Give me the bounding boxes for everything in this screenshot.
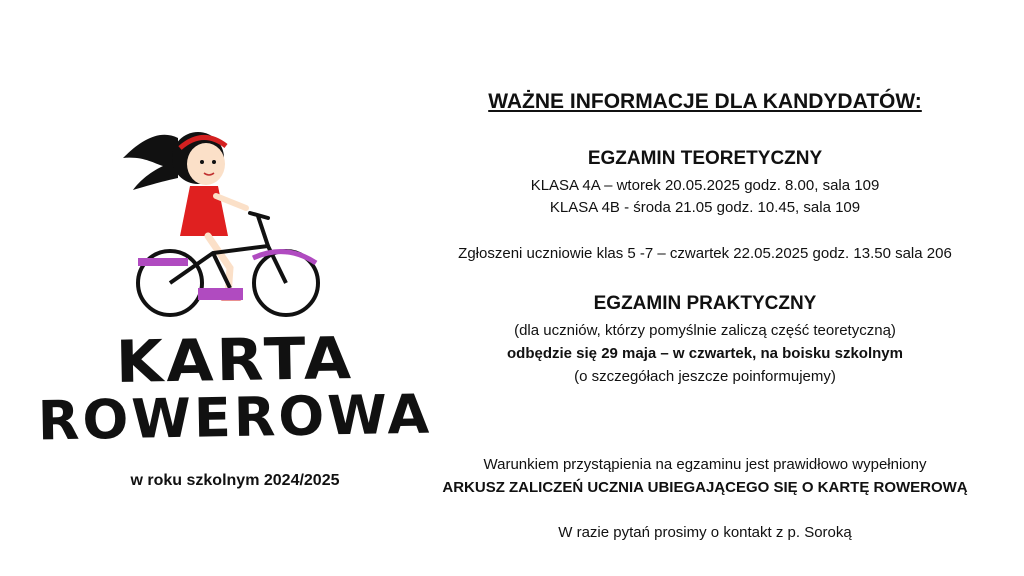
logo-text-line2: ROWEROWA — [37, 382, 433, 453]
contact-info: W razie pytań prosimy o kontakt z p. Soroką — [558, 524, 852, 541]
theory-exam-title: EGZAMIN TEORETYCZNY — [587, 148, 823, 169]
practice-note: (dla uczniów, którzy pomyślnie zaliczą część teoretyczną) — [514, 322, 896, 339]
main-heading: WAŻNE INFORMACJE DLA KANDYDATÓW: — [488, 90, 922, 113]
requirement-document: ARKUSZ ZALICZEŃ UCZNIA UBIEGAJĄCEGO SIĘ O KARTĘ ROWEROWĄ — [442, 479, 968, 496]
practice-date: odbędzie się 29 maja – w czwartek, na boisku szkolnym — [507, 345, 903, 362]
logo-text-line1: KARTA — [115, 324, 355, 396]
school-year: w roku szkolnym 2024/2025 — [130, 472, 340, 489]
theory-other-classes: Zgłoszeni uczniowie klas 5 -7 – czwartek 22.05.2025 godz. 13.50 sala 206 — [458, 245, 952, 262]
girl-on-bicycle-illustration — [118, 118, 338, 318]
practice-exam-title: EGZAMIN PRAKTYCZNY — [593, 293, 817, 314]
practice-details: (o szczegółach jeszcze poinformujemy) — [574, 368, 836, 385]
theory-class-4b: KLASA 4B - środa 21.05 godz. 10.45, sala 109 — [549, 199, 861, 216]
requirement-text: Warunkiem przystąpienia na egzaminu jest prawidłowo wypełniony — [483, 456, 927, 473]
theory-class-4a: KLASA 4A – wtorek 20.05.2025 godz. 8.00, sala 109 — [530, 177, 880, 194]
